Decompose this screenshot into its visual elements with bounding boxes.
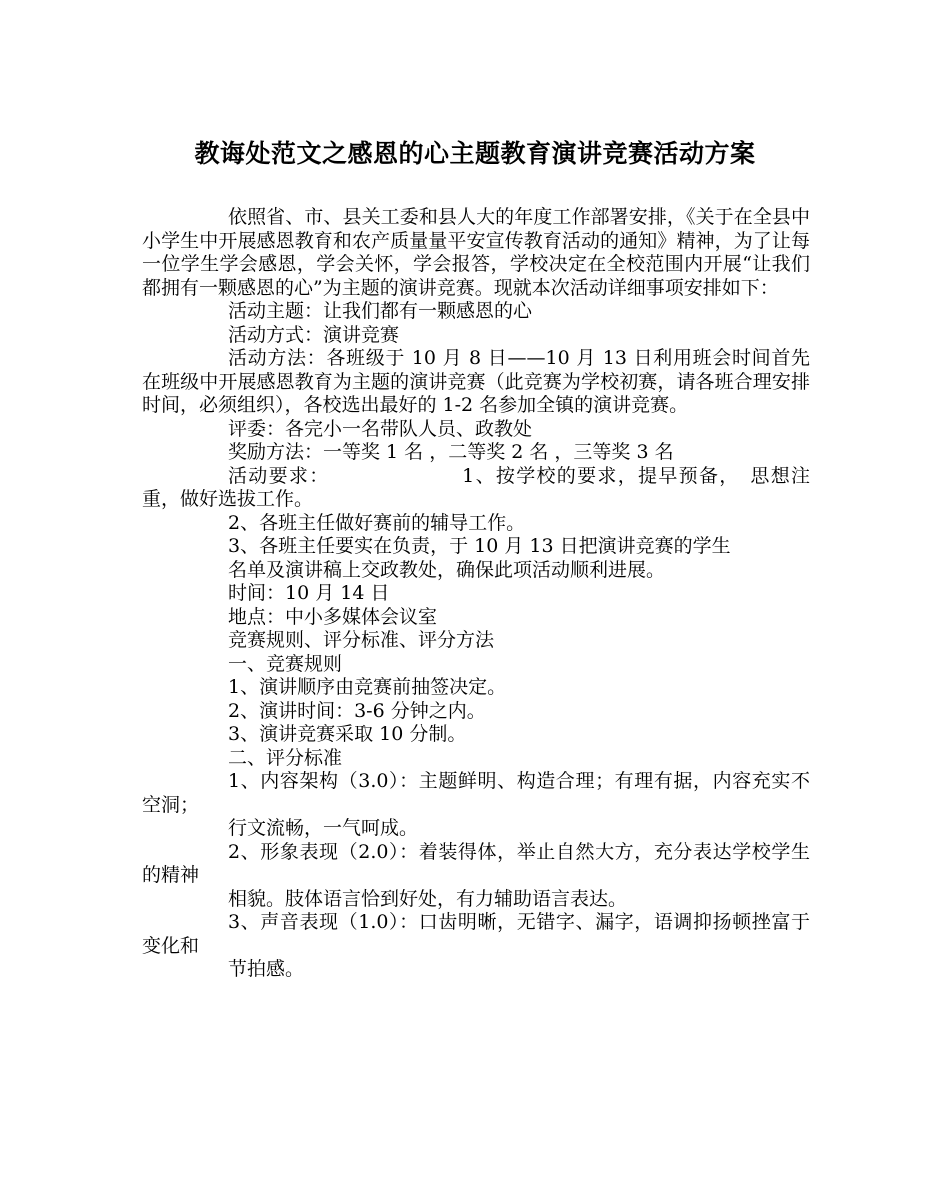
event-location: 地点：中小多媒体会议室	[228, 605, 438, 628]
section-2-heading: 二、评分标准	[228, 746, 343, 769]
requirement-3: 3、各班主任要实在负责，于 10 月 13 日把演讲竞赛的学生	[228, 535, 731, 557]
criterion-content: 1、内容架构（3.0）：主题鲜明、构造合理；有理有据，内容充实不空洞；	[142, 770, 810, 816]
activity-requirements: 活动要求： 1、按学校的要求，提早预备， 思想注重，做好选拔工作。	[142, 464, 810, 510]
rules-heading: 竞赛规则、评分标准、评分方法	[228, 629, 495, 651]
criterion-content-continued: 行文流畅，一气呵成。	[228, 817, 419, 839]
requirement-3-continued: 名单及演讲稿上交政教处，确保此项活动顺利进展。	[228, 558, 666, 581]
requirement-2: 2、各班主任做好赛前的辅导工作。	[228, 511, 526, 534]
section-1-heading: 一、竞赛规则	[228, 652, 343, 675]
event-time: 时间：10 月 14 日	[228, 582, 390, 604]
rule-3: 3、演讲竞赛采取 10 分制。	[228, 723, 467, 745]
activity-theme: 活动主题：让我们都有一颗感恩的心	[228, 300, 533, 322]
rule-1: 1、演讲顺序由竞赛前抽签决定。	[228, 676, 507, 698]
activity-format: 活动方式：演讲竞赛	[228, 323, 400, 346]
document-title: 教诲处范文之感恩的心主题教育演讲竞赛活动方案	[194, 139, 756, 168]
judges: 评委：各完小一名带队人员、政教处	[228, 417, 533, 440]
criterion-image-continued: 相貌。肢体语言恰到好处，有力辅助语言表达。	[228, 887, 628, 910]
intro-paragraph: 依照省、市、县关工委和县人大的年度工作部署安排，《关于在全县中小学生中开展感恩教育和农产质量量平安宣传教育活动的通知》精神，为了让每一位学生学会感恩，学会关怀，学会报答，学校决定在全校范围内开展“让我们都拥有一颗感恩的心”为主题的演讲竞赛。现就本次活动详细事项安排如下：	[142, 206, 810, 299]
activity-method: 活动方法：各班级于 10 月 8 日——10 月 13 日利用班会时间首先在班级中开展感恩教育为主题的演讲竞赛（此竞赛为学校初赛，请各班合理安排时间，必须组织），各校选出最好的 1-2 名参加全镇的演讲竞赛。	[142, 347, 810, 416]
document-body	[142, 206, 810, 982]
rule-2: 2、演讲时间：3-6 分钟之内。	[228, 699, 486, 722]
award-method: 奖励方法：一等奖 1 名 ，二等奖 2 名 ，三等奖 3 名	[228, 441, 674, 463]
criterion-image: 2、形象表现（2.0）：着装得体，举止自然大方，充分表达学校学生的精神	[142, 840, 810, 886]
criterion-voice-continued: 节拍感。	[228, 958, 305, 980]
criterion-voice: 3、声音表现（1.0）：口齿明晰，无错字、漏字，语调抑扬顿挫富于变化和	[142, 911, 810, 957]
